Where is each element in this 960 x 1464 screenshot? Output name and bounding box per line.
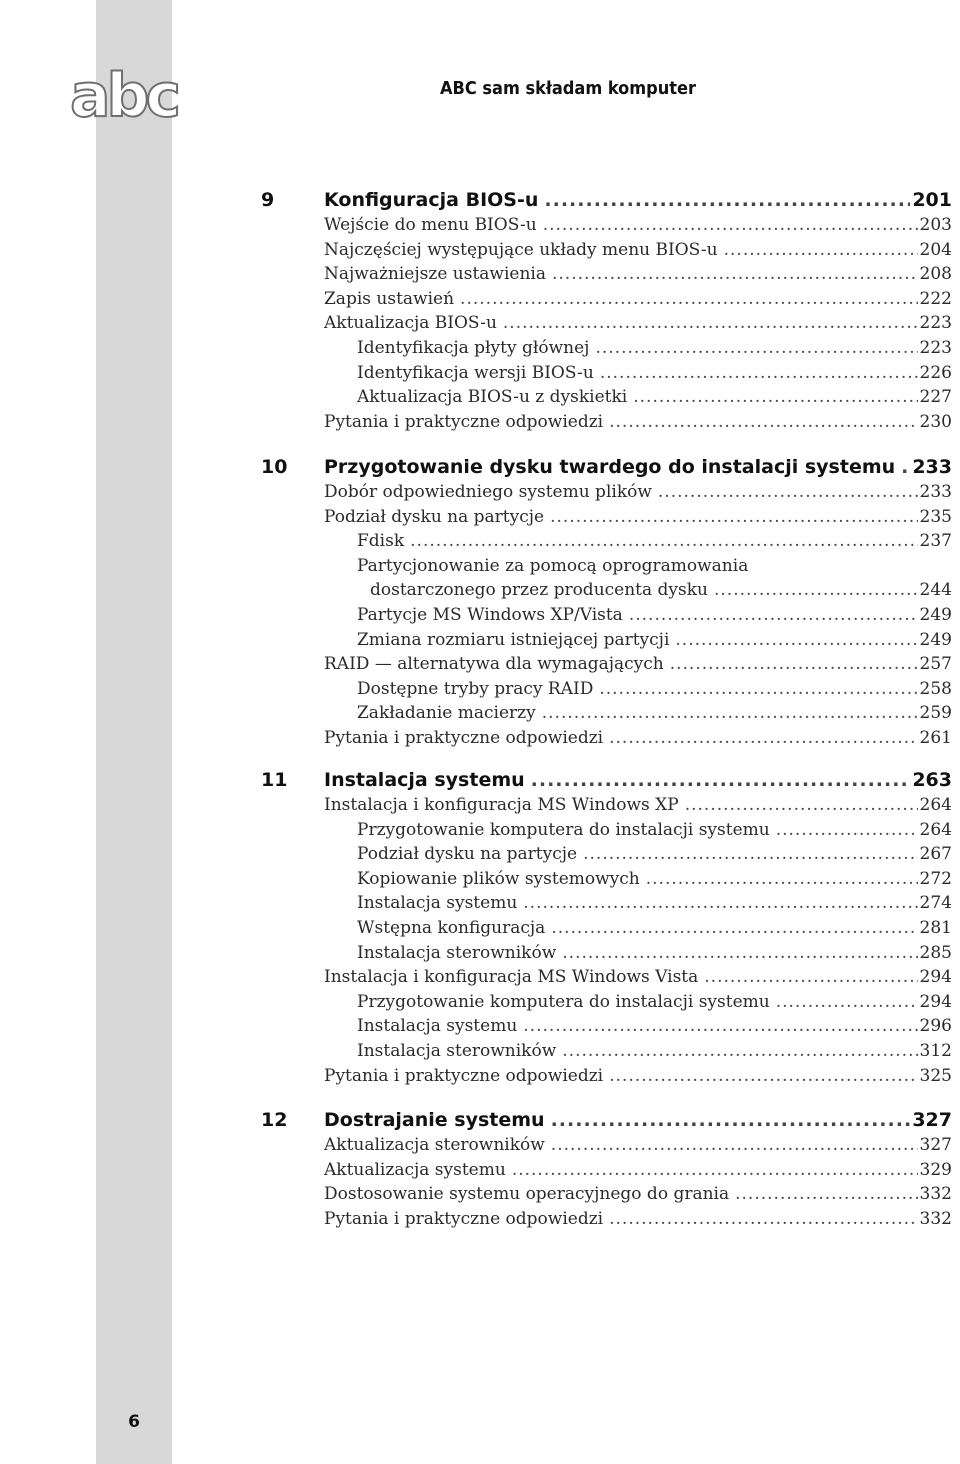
toc-entry-text: Instalacja i konfiguracja MS Windows Vista (324, 967, 699, 988)
dot-leader (609, 410, 917, 435)
toc-entry-page-number: 208 (919, 264, 952, 285)
toc-chapter (0, 185, 960, 432)
toc-entry[interactable] (357, 867, 952, 892)
dot-leader (551, 916, 917, 941)
toc-entry-page-number: 294 (919, 991, 952, 1012)
toc-entry-page-number: 203 (919, 215, 952, 235)
toc-entry-text: Fdisk (357, 531, 405, 552)
toc-entry-text: Przygotowanie komputera do instalacji systemu (357, 819, 770, 840)
toc-entry-text: Dostosowanie systemu operacyjnego do grania (324, 1184, 730, 1205)
dot-leader (735, 1182, 917, 1207)
dot-leader (562, 941, 917, 966)
dot-leader (531, 765, 911, 795)
toc-entry[interactable] (370, 578, 952, 603)
toc-chapter (0, 1105, 960, 1229)
chapter-title-row[interactable] (324, 1105, 952, 1135)
dot-leader (551, 1105, 911, 1135)
toc-chapter (0, 765, 960, 1086)
toc-entry[interactable] (357, 603, 952, 628)
chapter-title: Konfiguracja BIOS-u (324, 189, 539, 211)
toc-entry[interactable] (357, 385, 952, 410)
toc-entry[interactable] (324, 793, 952, 818)
toc-entry-text: Identyfikacja wersji BIOS-u (357, 362, 594, 383)
dot-leader (776, 818, 918, 843)
dot-leader (583, 842, 917, 867)
toc-entry-text: RAID — alternatywa dla wymagających (324, 654, 664, 675)
toc-entry[interactable] (324, 652, 952, 677)
toc-entry[interactable] (357, 842, 952, 867)
toc-entry-page-number: 281 (919, 918, 952, 938)
dot-leader (523, 891, 917, 916)
toc-entry-text: Kopiowanie plików systemowych (357, 868, 640, 889)
toc-entry-page-number: 259 (919, 703, 952, 724)
toc-entry-page-number: 237 (919, 531, 952, 552)
toc-entry-text: Aktualizacja systemu (324, 1159, 506, 1180)
toc-entry[interactable] (324, 287, 952, 312)
chapter-page-number: 327 (912, 1109, 952, 1131)
toc-entry-text: Zmiana rozmiaru istniejącej partycji (357, 629, 670, 650)
chapter-title: Dostrajanie systemu (324, 1109, 545, 1131)
chapter-number: 9 (261, 189, 275, 211)
toc-entry-text: Pytania i praktyczne odpowiedzi (324, 728, 604, 748)
chapter-heading (0, 765, 960, 795)
toc-entry[interactable] (324, 213, 952, 238)
dot-leader (600, 361, 918, 386)
toc-entry-text: Dobór odpowiedniego systemu plików (324, 482, 652, 502)
dot-leader (543, 213, 918, 238)
chapter-page-number: 233 (912, 456, 952, 478)
dot-leader (562, 1039, 917, 1064)
toc-entry[interactable] (324, 1133, 952, 1158)
toc-entry[interactable] (324, 238, 952, 263)
toc-entry-page-number: 274 (919, 893, 952, 914)
chapter-heading (0, 452, 960, 482)
chapter-title: Instalacja systemu (324, 769, 525, 791)
toc-entry-page-number: 264 (919, 795, 952, 815)
toc-entry-page-number: 257 (919, 654, 952, 675)
toc-entry[interactable] (357, 990, 952, 1015)
toc-entry-text: Aktualizacja BIOS-u z dyskietki (357, 387, 628, 408)
toc-entry-text: Aktualizacja sterowników (324, 1135, 545, 1155)
toc-entry-text: Podział dysku na partycje (324, 506, 545, 527)
toc-entry-text: Podział dysku na partycje (357, 844, 578, 865)
toc-entry-text: Najważniejsze ustawienia (324, 264, 546, 285)
toc-entry[interactable] (357, 361, 952, 386)
toc-entry[interactable] (324, 410, 952, 435)
toc-entry[interactable] (324, 1064, 952, 1089)
page-number: 6 (128, 1412, 140, 1432)
toc-entry-text: Instalacja i konfiguracja MS Windows XP (324, 795, 679, 815)
dot-leader (544, 185, 910, 215)
dot-leader (629, 603, 918, 628)
toc-entry-page-number: 233 (919, 482, 952, 502)
toc-entry-page-number: 235 (919, 506, 952, 527)
toc-entry[interactable] (324, 1182, 952, 1207)
toc-entry[interactable] (324, 311, 952, 336)
toc-entry-text: Instalacja sterowników (357, 1041, 557, 1061)
toc-entry-page-number: 325 (919, 1065, 952, 1086)
dot-leader (551, 1133, 918, 1158)
toc-entry[interactable] (357, 677, 952, 702)
toc-entry[interactable] (357, 529, 952, 554)
chapter-page-number: 263 (912, 769, 952, 791)
toc-entry-text[interactable]: Partycjonowanie za pomocą oprogramowania (357, 555, 749, 576)
toc-entry-text: Pytania i praktyczne odpowiedzi (324, 1208, 604, 1229)
toc-entry-page-number: 267 (919, 844, 952, 865)
dot-leader (724, 238, 918, 263)
dot-leader (595, 336, 917, 361)
toc-entry-text: Identyfikacja płyty głównej (357, 338, 590, 358)
toc-entry-text: Zapis ustawień (324, 288, 455, 309)
abc-logo: abc (70, 61, 178, 131)
toc-entry-page-number: 327 (919, 1135, 952, 1155)
toc-chapter (0, 452, 960, 748)
chapter-title-row[interactable] (324, 765, 952, 795)
toc-entry[interactable] (357, 628, 952, 653)
dot-leader (670, 652, 918, 677)
toc-entry-page-number: 261 (919, 728, 952, 748)
toc-entry-page-number: 332 (919, 1184, 952, 1205)
toc-entry-text: Wejście do menu BIOS-u (324, 215, 537, 235)
toc-entry[interactable] (357, 818, 952, 843)
toc-entry-page-number: 222 (919, 288, 952, 309)
chapter-title: Przygotowanie dysku twardego do instalacji systemu (324, 456, 896, 478)
toc-entry-text: Pytania i praktyczne odpowiedzi (324, 411, 604, 432)
dot-leader (542, 701, 918, 726)
toc-entry-text: Aktualizacja BIOS-u (324, 313, 497, 334)
toc-entry-page-number: 329 (919, 1159, 952, 1180)
toc-entry-page-number: 227 (919, 387, 952, 408)
toc-entry[interactable] (324, 726, 952, 751)
toc-entry-page-number: 249 (919, 629, 952, 650)
dot-leader (675, 628, 917, 653)
dot-leader (658, 480, 918, 505)
toc-entry-page-number: 296 (919, 1016, 952, 1037)
chapter-title-row[interactable] (324, 452, 952, 482)
toc-entry-text: Przygotowanie komputera do instalacji systemu (357, 991, 770, 1012)
toc-entry-page-number: 294 (919, 967, 952, 988)
toc-entry-page-number: 230 (919, 411, 952, 432)
toc-entry-page-number: 285 (919, 942, 952, 963)
chapter-page-number: 201 (912, 189, 952, 211)
dot-leader (410, 529, 917, 554)
dot-leader (609, 726, 917, 751)
chapter-number: 12 (261, 1109, 288, 1131)
dot-leader (609, 1207, 917, 1232)
toc-entry-text: Instalacja systemu (357, 893, 518, 914)
toc-entry-text: Instalacja sterowników (357, 942, 557, 963)
chapter-title-row[interactable] (324, 185, 952, 215)
toc-entry[interactable] (324, 1207, 952, 1232)
dot-leader (609, 1064, 917, 1089)
running-header-title: ABC sam składam komputer (440, 78, 696, 99)
toc-entry-text: Zakładanie macierzy (357, 703, 536, 724)
dot-leader (646, 867, 918, 892)
toc-entry-page-number: 244 (919, 580, 952, 601)
chapter-number: 11 (261, 769, 288, 791)
toc-entry-page-number: 258 (919, 678, 952, 699)
dot-leader (460, 287, 918, 312)
dot-leader (550, 505, 917, 530)
toc-entry[interactable] (357, 916, 952, 941)
chapter-number: 10 (261, 456, 288, 478)
toc-entry-text: Wstępna konfiguracja (357, 918, 546, 938)
toc-entry-page-number: 272 (919, 868, 952, 889)
dot-leader (552, 262, 918, 287)
side-strip (96, 0, 172, 1464)
toc-entry[interactable] (324, 480, 952, 505)
toc-entry-page-number: 249 (919, 605, 952, 625)
dot-leader (512, 1158, 918, 1183)
chapter-heading (0, 1105, 960, 1135)
dot-leader (776, 990, 918, 1015)
toc-entry[interactable] (357, 1014, 952, 1039)
toc-entry[interactable] (357, 701, 952, 726)
toc-entry-text: Partycje MS Windows XP/Vista (357, 605, 623, 625)
toc-entry[interactable] (357, 1039, 952, 1064)
dot-leader (503, 311, 918, 336)
dot-leader (685, 793, 918, 818)
toc-entry-page-number: 226 (919, 362, 952, 383)
toc-entry[interactable] (324, 505, 952, 530)
dot-leader (523, 1014, 917, 1039)
dot-leader (599, 677, 917, 702)
dot-leader (704, 965, 917, 990)
toc-entry[interactable] (357, 941, 952, 966)
chapter-heading (0, 185, 960, 215)
dot-leader (901, 452, 910, 482)
toc-entry-page-number: 264 (919, 819, 952, 840)
toc-entry-text: dostarczonego przez producenta dysku (370, 580, 708, 601)
toc-entry-text: Instalacja systemu (357, 1016, 518, 1037)
toc-entry-page-number: 204 (919, 239, 952, 260)
toc-entry[interactable] (324, 1158, 952, 1183)
toc-entry[interactable] (324, 965, 952, 990)
toc-entry-page-number: 223 (919, 313, 952, 334)
toc-entry[interactable] (324, 262, 952, 287)
toc-entry[interactable] (357, 891, 952, 916)
toc-entry-page-number: 332 (919, 1208, 952, 1229)
toc-entry-text: Najczęściej występujące układy menu BIOS-u (324, 239, 718, 260)
dot-leader (633, 385, 917, 410)
dot-leader (714, 578, 918, 603)
toc-entry[interactable] (357, 336, 952, 361)
toc-entry-page-number: 312 (919, 1041, 952, 1061)
toc-entry-text: Pytania i praktyczne odpowiedzi (324, 1065, 604, 1086)
toc-entry-text: Dostępne tryby pracy RAID (357, 678, 594, 699)
toc-entry-page-number: 223 (919, 338, 952, 358)
